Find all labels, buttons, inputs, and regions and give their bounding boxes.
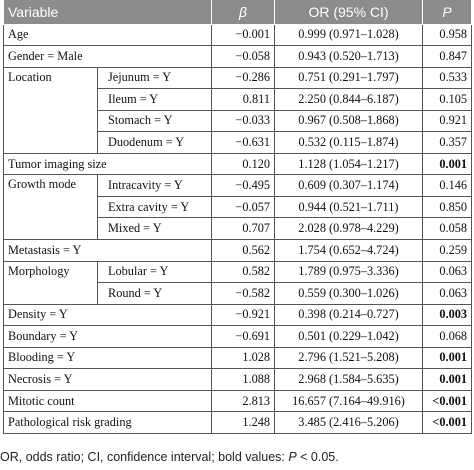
- subvariable-cell: Mixed = Y: [98, 218, 212, 240]
- or-ci-cell: 1.128 (1.054–1.217): [275, 153, 423, 175]
- p-value-cell: <0.001: [423, 412, 472, 434]
- or-ci-cell: 0.943 (0.520–1.713): [275, 46, 423, 68]
- table-row: [4, 326, 472, 348]
- variable-cell: Metastasis = Y: [4, 239, 212, 261]
- p-value-cell: 0.063: [423, 283, 472, 305]
- variable-group-cell: Growth mode: [4, 175, 98, 240]
- footnote-text: OR, odds ratio; CI, confidence interval; bold values:: [0, 450, 289, 464]
- or-ci-cell: 2.796 (1.521–5.208): [275, 347, 423, 369]
- header-beta: β: [212, 0, 275, 24]
- subvariable-cell: Duodenum = Y: [98, 132, 212, 154]
- beta-cell: −0.691: [212, 326, 275, 348]
- p-value-cell: 0.068: [423, 326, 472, 348]
- or-ci-cell: 0.967 (0.508–1.868): [275, 110, 423, 132]
- or-ci-cell: 16.657 (7.164–49.916): [275, 390, 423, 412]
- table-header: [4, 0, 472, 24]
- subvariable-cell: Round = Y: [98, 283, 212, 305]
- variable-group-cell: Location: [4, 67, 98, 153]
- p-value-cell: 0.003: [423, 304, 472, 326]
- or-ci-cell: 0.398 (0.214–0.727): [275, 304, 423, 326]
- p-value-cell: 0.850: [423, 196, 472, 218]
- or-ci-cell: 2.028 (0.978–4.229): [275, 218, 423, 240]
- table-row: [4, 46, 472, 68]
- p-value-cell: 0.958: [423, 24, 472, 46]
- variable-cell: Necrosis = Y: [4, 369, 212, 391]
- variable-cell: Age: [4, 24, 212, 46]
- table-row: [4, 153, 472, 175]
- or-ci-cell: 1.754 (0.652–4.724): [275, 239, 423, 261]
- beta-cell: 1.088: [212, 369, 275, 391]
- footnote-p-symbol: P: [288, 450, 297, 464]
- beta-cell: −0.058: [212, 46, 275, 68]
- beta-cell: −0.057: [212, 196, 275, 218]
- beta-cell: 1.248: [212, 412, 275, 434]
- subvariable-cell: Jejunum = Y: [98, 67, 212, 89]
- beta-cell: 0.120: [212, 153, 275, 175]
- table-body: [4, 24, 472, 433]
- table-footnote: [0, 450, 474, 464]
- subvariable-cell: Stomach = Y: [98, 110, 212, 132]
- variable-group-cell: Morphology: [4, 261, 98, 304]
- subvariable-cell: Lobular = Y: [98, 261, 212, 283]
- beta-cell: −0.495: [212, 175, 275, 197]
- p-value-cell: <0.001: [423, 390, 472, 412]
- table-row: [4, 390, 472, 412]
- beta-cell: 0.582: [212, 261, 275, 283]
- beta-cell: −0.921: [212, 304, 275, 326]
- table-row: [4, 24, 472, 46]
- regression-table: [3, 0, 472, 434]
- table-row: [4, 369, 472, 391]
- table-row: [4, 304, 472, 326]
- p-value-cell: 0.001: [423, 347, 472, 369]
- p-value-cell: 0.921: [423, 110, 472, 132]
- beta-cell: −0.286: [212, 67, 275, 89]
- variable-cell: Gender = Male: [4, 46, 212, 68]
- beta-cell: 2.813: [212, 390, 275, 412]
- table-row: [4, 347, 472, 369]
- p-value-cell: 0.001: [423, 369, 472, 391]
- beta-cell: 1.028: [212, 347, 275, 369]
- or-ci-cell: 0.751 (0.291–1.797): [275, 67, 423, 89]
- table-row: [4, 175, 472, 197]
- header-variable: Variable: [4, 0, 212, 24]
- or-ci-cell: 0.944 (0.521–1.711): [275, 196, 423, 218]
- subvariable-cell: Ileum = Y: [98, 89, 212, 111]
- footnote-suffix: < 0.05.: [296, 450, 339, 464]
- p-value-cell: 0.146: [423, 175, 472, 197]
- table-row: [4, 261, 472, 283]
- p-value-cell: 0.058: [423, 218, 472, 240]
- beta-cell: 0.562: [212, 239, 275, 261]
- or-ci-cell: 0.609 (0.307–1.174): [275, 175, 423, 197]
- table-row: [4, 412, 472, 434]
- or-ci-cell: 0.559 (0.300–1.026): [275, 283, 423, 305]
- p-value-cell: 0.063: [423, 261, 472, 283]
- or-ci-cell: 2.250 (0.844–6.187): [275, 89, 423, 111]
- subvariable-cell: Extra cavity = Y: [98, 196, 212, 218]
- or-ci-cell: 0.501 (0.229–1.042): [275, 326, 423, 348]
- or-ci-cell: 3.485 (2.416–5.206): [275, 412, 423, 434]
- p-value-cell: 0.847: [423, 46, 472, 68]
- table-row: [4, 67, 472, 89]
- or-ci-cell: 0.532 (0.115–1.874): [275, 132, 423, 154]
- subvariable-cell: Intracavity = Y: [98, 175, 212, 197]
- header-row: [4, 0, 472, 24]
- variable-cell: Blooding = Y: [4, 347, 212, 369]
- beta-cell: 0.707: [212, 218, 275, 240]
- beta-cell: −0.001: [212, 24, 275, 46]
- or-ci-cell: 1.789 (0.975–3.336): [275, 261, 423, 283]
- header-p-value: P: [423, 0, 472, 24]
- variable-cell: Density = Y: [4, 304, 212, 326]
- p-value-cell: 0.001: [423, 153, 472, 175]
- beta-cell: 0.811: [212, 89, 275, 111]
- beta-cell: −0.631: [212, 132, 275, 154]
- variable-cell: Mitotic count: [4, 390, 212, 412]
- or-ci-cell: 0.999 (0.971–1.028): [275, 24, 423, 46]
- or-ci-cell: 2.968 (1.584–5.635): [275, 369, 423, 391]
- header-or-ci: OR (95% CI): [275, 0, 423, 24]
- p-value-cell: 0.533: [423, 67, 472, 89]
- variable-cell: Boundary = Y: [4, 326, 212, 348]
- p-value-cell: 0.259: [423, 239, 472, 261]
- beta-cell: −0.582: [212, 283, 275, 305]
- variable-cell: Pathological risk grading: [4, 412, 212, 434]
- variable-cell: Tumor imaging size: [4, 153, 212, 175]
- p-value-cell: 0.105: [423, 89, 472, 111]
- table-row: [4, 239, 472, 261]
- beta-cell: −0.033: [212, 110, 275, 132]
- p-value-cell: 0.357: [423, 132, 472, 154]
